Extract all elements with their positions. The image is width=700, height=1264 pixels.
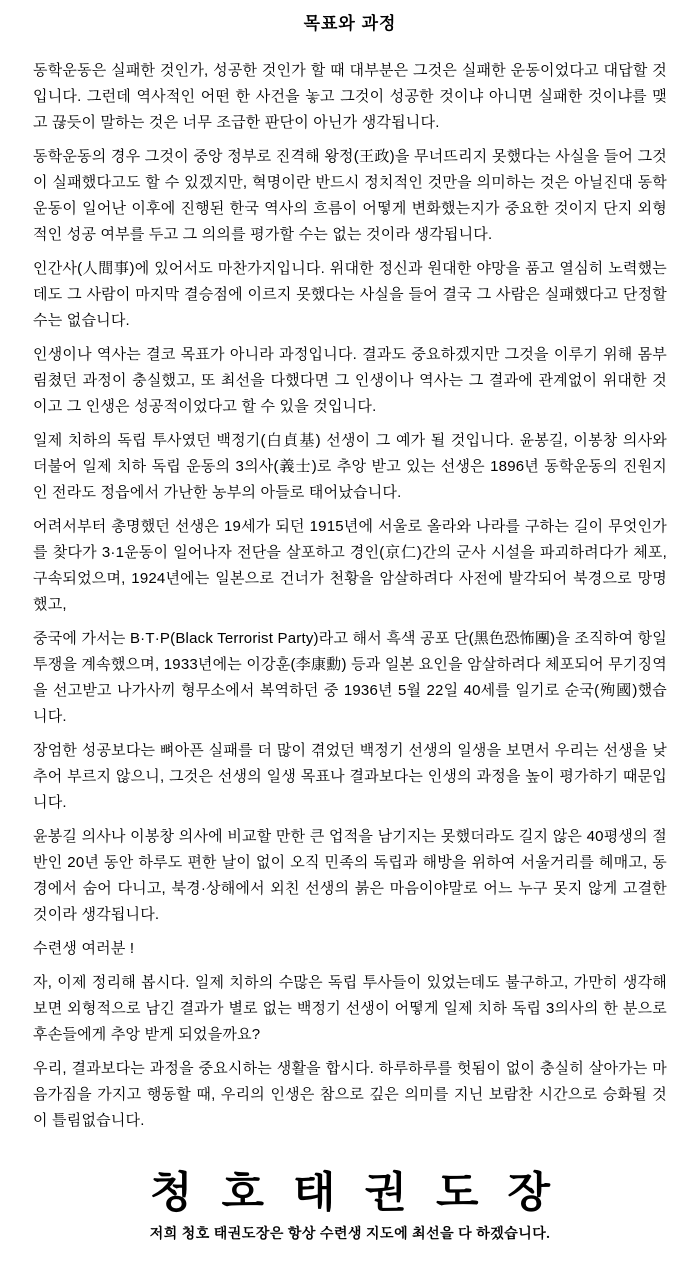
paragraph: 동학운동의 경우 그것이 중앙 정부로 진격해 왕정(王政)을 무너뜨리지 못했다는 사실을 들어 그것이 실패했다고도 할 수 있겠지만, 혁명이란 반드시 정치적인 것만을 의미하는 것은 아닐진대 동학운동이 일어난 이후에 진행된 한국 역사의 흐름이 어떻게 변화했는지가 중요한 것이지 단지 외형적인 성공 여부를 두고 그 의의를 평가할 수는 없는 것이라 생각됩니다. (33, 148, 667, 243)
paragraph: 중국에 가서는 B·T·P(Black Terrorist Party)라고 해서 흑색 공포 단(黑色恐怖團)을 조직하여 항일 투쟁을 계속했으며, 1933년에는 이강훈(李康勳) 등과 일본 요인을 암살하려다 체포되어 무기징역을 선고받고 나가사끼 형무소에서 복역하던 중 1936년 5월 22일 40세를 일기로 순국(殉國)했습니다. (33, 630, 667, 725)
paragraph: 동학운동은 실패한 것인가, 성공한 것인가 할 때 대부분은 그것은 실패한 운동이었다고 대답할 것입니다. 그런데 역사적인 어떤 한 사건을 놓고 그것이 성공한 것이냐 아니면 실패한 것이냐를 맺고 끊듯이 말하는 것은 너무 조급한 판단이 아닌가 생각됩니다. (33, 62, 667, 131)
dojang-footer (33, 1168, 667, 1244)
paragraph: 윤봉길 의사나 이봉창 의사에 비교할 만한 큰 업적을 남기지는 못했더라도 길지 않은 40평생의 절반인 20년 동안 하루도 편한 날이 없이 오직 민족의 독립과 해방을 위하여 서울거리를 헤매고, 동경에서 숨어 다니고, 북경·상해에서 외친 선생의 붉은 마음이야말로 어느 누구 못지 않게 고결한 것이라 생각됩니다. (33, 828, 667, 923)
dojang-name-calligraphy: 청 호 태 권 도 장 (149, 1169, 560, 1216)
paragraph: 수련생 여러분 ! (33, 940, 135, 957)
document-body (33, 58, 667, 1134)
dojang-slogan: 저희 청호 태권도장은 항상 수련생 지도에 최선을 다 하겠습니다. (149, 1227, 551, 1242)
paragraph: 인생이나 역사는 결코 목표가 아니라 과정입니다. 결과도 중요하겠지만 그것을 이루기 위해 몸부림쳤던 과정이 충실했고, 또 최선을 다했다면 그 인생이나 역사는 그 결과에 관계없이 위대한 것이고 그 인생은 성공적이었다고 할 수 있을 것입니다. (33, 346, 667, 415)
paragraph: 인간사(人間事)에 있어서도 마찬가지입니다. 위대한 정신과 원대한 야망을 품고 열심히 노력했는데도 그 사람이 마지막 결승점에 이르지 못했다는 사실을 들어 결국 그 사람은 실패했다고 단정할 수는 없습니다. (33, 260, 667, 329)
paragraph: 우리, 결과보다는 과정을 중요시하는 생활을 합시다. 하루하루를 헛됨이 없이 충실히 살아가는 마음가짐을 가지고 행동할 때, 우리의 인생은 참으로 깊은 의미를 지닌 보람찬 시간으로 승화될 것이 틀림없습니다. (33, 1060, 667, 1129)
document-title: 목표와 과정 (303, 14, 397, 33)
paragraph: 어려서부터 총명했던 선생은 19세가 되던 1915년에 서울로 올라와 나라를 구하는 길이 무엇인가를 찾다가 3·1운동이 일어나자 전단을 살포하고 경인(京仁)간의 군사 시설을 파괴하려다가 체포, 구속되었으며, 1924년에는 일본으로 건너가 천황을 암살하려다 사전에 발각되어 북경으로 망명했고, (33, 518, 667, 613)
paragraph: 일제 치하의 독립 투사였던 백정기(白貞基) 선생이 그 예가 될 것입니다. 윤봉길, 이봉창 의사와 더불어 일제 치하 독립 운동의 3의사(義士)로 추앙 받고 있는 선생은 1896년 동학운동의 진원지인 전라도 정읍에서 가난한 농부의 아들로 태어났습니다. (33, 432, 667, 501)
paragraph: 장엄한 성공보다는 뼈아픈 실패를 더 많이 겪었던 백정기 선생의 일생을 보면서 우리는 선생을 낮추어 부르지 않으니, 그것은 선생의 일생 목표나 결과보다는 인생의 과정을 높이 평가하기 때문입니다. (33, 742, 667, 811)
paragraph: 자, 이제 정리해 봅시다. 일제 치하의 수많은 독립 투사들이 있었는데도 불구하고, 가만히 생각해 보면 외형적으로 남긴 결과가 별로 없는 백정기 선생이 어떻게 일제 치하 독립 3의사의 한 분으로 후손들에게 추앙 받게 되었을까요? (33, 974, 667, 1043)
